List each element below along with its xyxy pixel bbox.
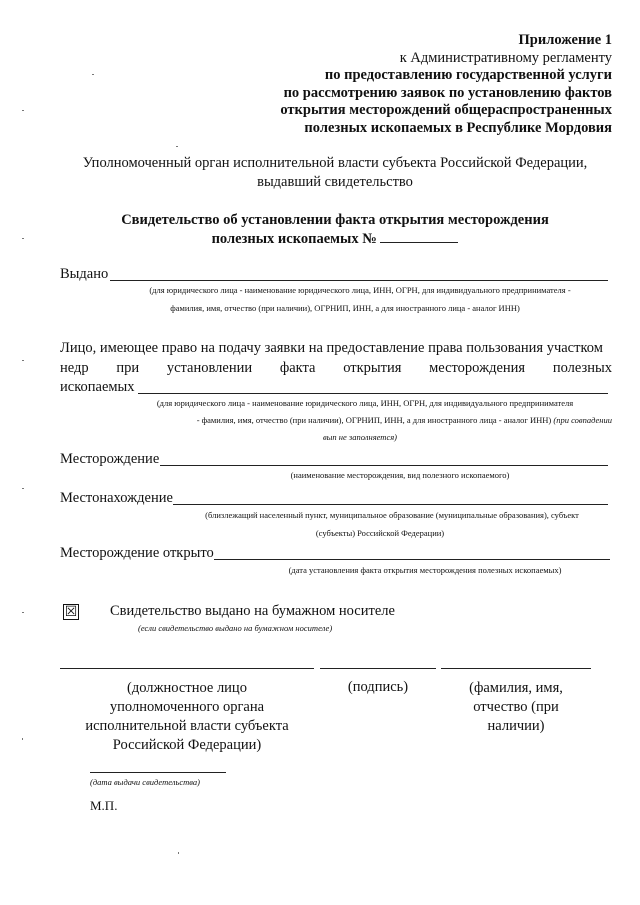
- paper-hint: (если свидетельство выдано на бумажном носителе): [138, 623, 333, 633]
- name-caption-line: наличии): [487, 718, 545, 734]
- name-caption-line: отчество (при: [473, 699, 559, 715]
- official-caption-line: исполнительной власти субъекта: [85, 718, 289, 734]
- applicant-word: месторождения: [429, 360, 526, 376]
- issued-label: Выдано: [60, 266, 109, 282]
- deposit-hint: (наименование месторождения, вид полезного ископаемого): [290, 470, 510, 480]
- scan-speck: [22, 612, 24, 613]
- appendix-line-5: полезных ископаемых в Республике Мордовия: [304, 119, 612, 136]
- appendix-line-1: к Административному регламенту: [399, 49, 612, 66]
- applicant-word: полезных: [552, 360, 612, 376]
- certificate-title-line-1: Свидетельство об установлении факта открытия месторождения: [121, 212, 549, 228]
- certificate-title: [40, 211, 630, 249]
- location-hint-2: (субъекты) Российской Федерации): [315, 528, 445, 538]
- applicant-hint-2-italic: (при совпадении: [553, 415, 612, 425]
- applicant-hint-1: (для юридического лица - наименование юридического лица, ИНН, ОГРН, для индивидуального предпринимателя: [156, 398, 574, 408]
- applicant-word: факта: [279, 360, 316, 376]
- official-caption: [60, 679, 314, 755]
- authority-line-2: выдавший свидетельство: [257, 174, 413, 190]
- certificate-title-line-2: [40, 230, 630, 249]
- scan-speck: [22, 738, 23, 740]
- issue-date-hint: (дата выдачи свидетельства): [90, 777, 200, 787]
- location-hint-1: (близлежащий населенный пункт, муниципальное образование (муниципальные образования), субъект: [205, 510, 579, 520]
- applicant-word: открытия: [343, 360, 402, 376]
- name-caption: [441, 679, 591, 736]
- official-line[interactable]: [60, 668, 314, 669]
- issued-hint-1: (для юридического лица - наименование юридического лица, ИНН, ОГРН, для индивидуального предпринимателя -: [149, 285, 571, 295]
- name-caption-line: (фамилия, имя,: [469, 680, 563, 696]
- official-caption-line: (должностное лицо: [127, 680, 247, 696]
- scan-speck: [176, 146, 178, 147]
- issued-field[interactable]: [110, 266, 608, 281]
- appendix-header: [280, 32, 612, 137]
- applicant-hint-2: [100, 415, 612, 426]
- discovered-hint: (дата установления факта открытия месторождения полезных ископаемых): [288, 565, 562, 575]
- scan-speck: [22, 110, 24, 111]
- applicant-line-2: [60, 360, 612, 377]
- applicant-line-3-label: ископаемых: [60, 379, 135, 395]
- applicant-word: при: [116, 360, 140, 376]
- scan-speck: [178, 852, 179, 854]
- deposit-field[interactable]: [160, 451, 608, 466]
- scan-speck: [92, 74, 94, 75]
- issuing-authority: [40, 154, 630, 192]
- issue-date-line[interactable]: [90, 772, 226, 773]
- name-line[interactable]: [441, 668, 591, 669]
- appendix-line-3: по рассмотрению заявок по установлению фактов: [283, 84, 612, 101]
- applicant-line-1: Лицо, имеющее право на подачу заявки на предоставление права пользования участком: [60, 340, 603, 356]
- paper-checkbox[interactable]: ☒: [64, 604, 78, 620]
- paper-label: Свидетельство выдано на бумажном носителе: [110, 603, 395, 619]
- deposit-label: Месторождение: [60, 451, 160, 467]
- applicant-word: недр: [60, 360, 89, 376]
- applicant-hint-2-normal: - фамилия, имя, отчество (при наличии), ОГРНИП, ИНН, а для иностранного лица - аналог ИНН): [196, 415, 552, 425]
- location-field[interactable]: [173, 490, 608, 505]
- signature-caption: (подпись): [347, 679, 409, 695]
- applicant-field[interactable]: [138, 379, 608, 394]
- appendix-title: Приложение 1: [518, 32, 612, 48]
- authority-line-1: Уполномоченный орган исполнительной власти субъекта Российской Федерации,: [82, 155, 588, 171]
- official-caption-line: Российской Федерации): [112, 737, 262, 753]
- appendix-line-2: по предоставлению государственной услуги: [324, 67, 612, 83]
- stamp-mark: М.П.: [90, 798, 118, 813]
- discovered-field[interactable]: [214, 545, 610, 560]
- scan-speck: [22, 238, 24, 239]
- applicant-word: установлении: [166, 360, 253, 376]
- certificate-number-label: полезных ископаемых №: [211, 231, 377, 247]
- discovered-label: Месторождение открыто: [60, 545, 214, 561]
- scan-speck: [22, 488, 24, 489]
- location-label: Местонахождение: [60, 490, 173, 506]
- scan-speck: [22, 360, 24, 361]
- issued-hint-2: фамилия, имя, отчество (при наличии), ОГРНИП, ИНН, а для иностранного лица - аналог ИНН): [170, 303, 520, 313]
- appendix-line-4: открытия месторождений общераспространенных: [280, 102, 612, 118]
- applicant-hint-3: вып не заполняется): [322, 432, 398, 442]
- certificate-number-field[interactable]: [380, 230, 458, 243]
- official-caption-line: уполномоченного органа: [109, 699, 265, 715]
- signature-line[interactable]: [320, 668, 436, 669]
